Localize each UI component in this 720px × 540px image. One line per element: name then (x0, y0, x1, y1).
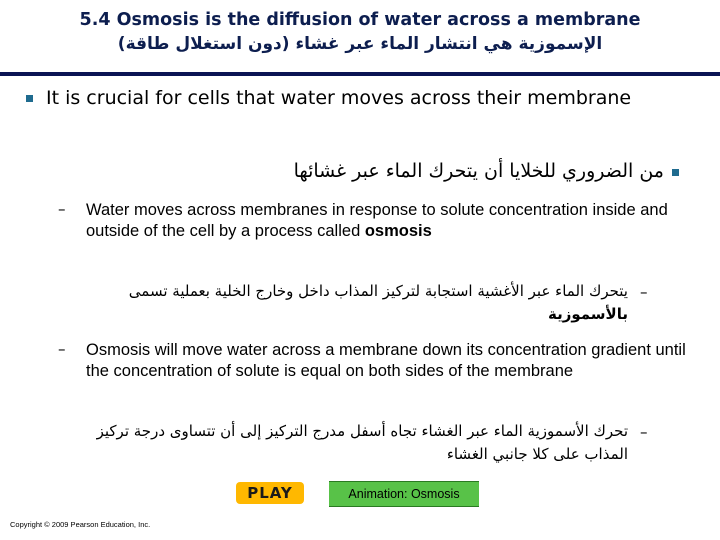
keyword-osmosis: osmosis (364, 222, 432, 240)
sub-bullet-2-arabic: تحرك الأسموزية الماء عبر الغشاء تجاه أسفل مدرج التركيز إلى أن تتساوى درجة تركيز المذاب على كلا جانبي الغشاء (96, 422, 628, 463)
keyword-osmosis-arabic: بالأسموزية (547, 305, 628, 323)
bullet-square-icon (26, 95, 33, 102)
dash-bullet-icon: – (58, 340, 66, 358)
sub-bullet-2-english: Osmosis will move water across a membrane down its concentration gradient until the concentration of solute is equal on both sides of the membrane (86, 341, 686, 380)
main-bullet-arabic: من الضروري للخلايا أن يتحرك الماء عبر غشائها (293, 160, 664, 182)
dash-bullet-icon: – (640, 283, 648, 301)
main-bullet-english: It is crucial for cells that water moves across their membrane (46, 87, 632, 109)
play-button[interactable]: PLAY (236, 482, 304, 504)
slide-title-arabic: الإسموزية هي انتشار الماء عبر غشاء (دون استغلال طاقة) (117, 34, 603, 54)
sub-bullet-1-english-text: Water moves across membranes in response to solute concentration inside and outside of the cell by a process called (86, 201, 668, 240)
sub-bullet-1-english (86, 200, 686, 242)
animation-osmosis-button[interactable]: Animation: Osmosis (329, 481, 479, 507)
dash-bullet-icon: – (640, 423, 648, 441)
title-divider (0, 72, 720, 76)
bullet-square-icon (672, 169, 679, 176)
sub-bullet-1-arabic (68, 280, 628, 326)
slide-title-english: 5.4 Osmosis is the diffusion of water across a membrane (79, 10, 641, 30)
dash-bullet-icon: – (58, 200, 66, 218)
sub-bullet-1-arabic-text: يتحرك الماء عبر الأغشية استجابة لتركيز المذاب داخل وخارج الخلية بعملية تسمى (128, 282, 628, 300)
copyright-notice: Copyright © 2009 Pearson Education, Inc. (10, 520, 151, 529)
